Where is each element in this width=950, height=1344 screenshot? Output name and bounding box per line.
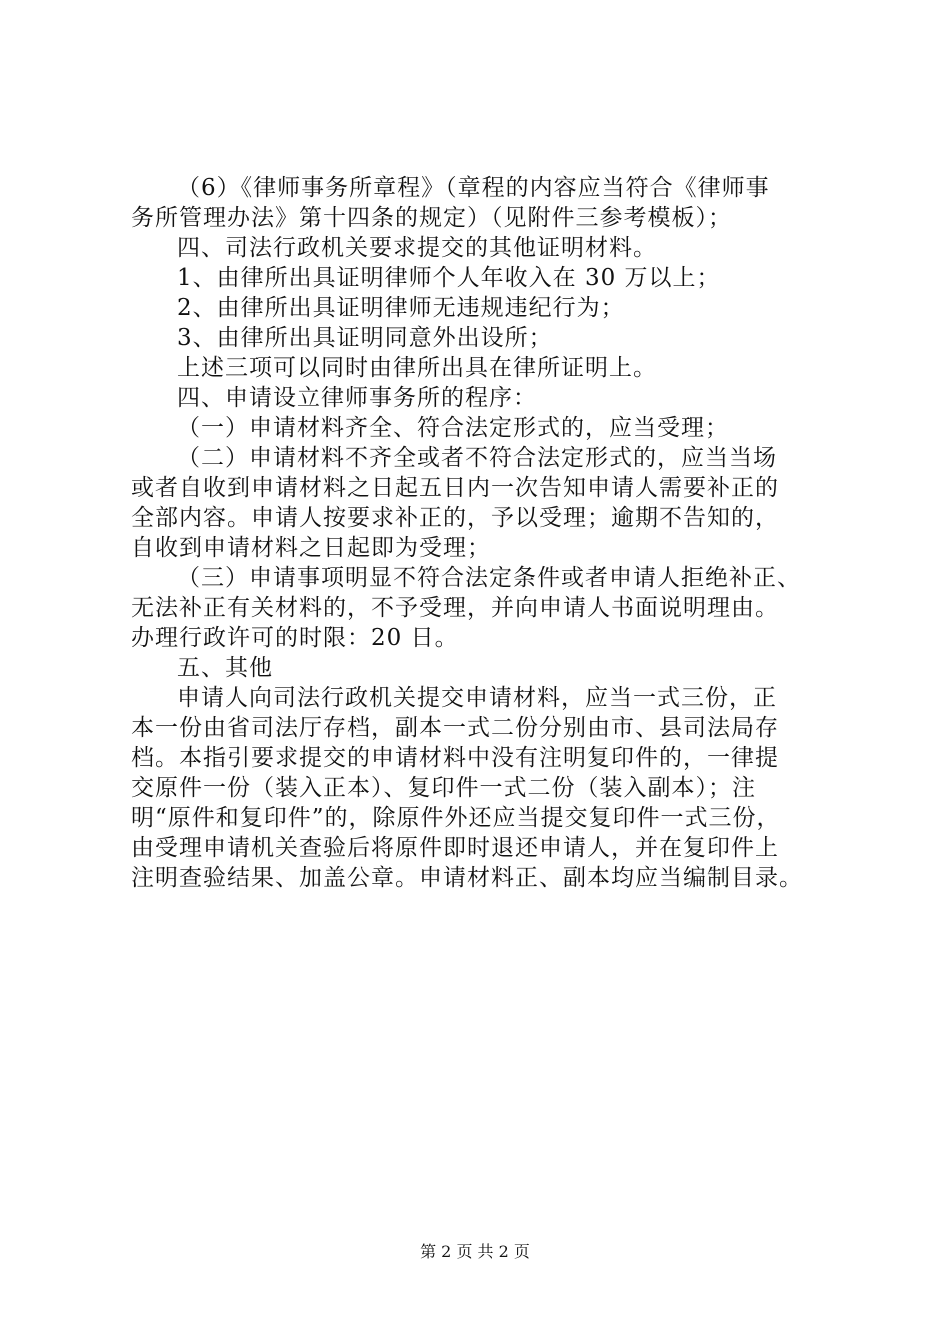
text-line: 2、由律所出具证明律师无违规违纪行为； xyxy=(177,295,625,321)
text-line: 3、由律所出具证明同意外出设所； xyxy=(177,325,553,351)
text-line: 全部内容。申请人按要求补正的，予以受理；逾期不告知的， xyxy=(131,505,779,531)
text-line: 本一份由省司法厅存档，副本一式二份分别由市、县司法局存 xyxy=(131,715,779,741)
text-line: 办理行政许可的时限：20 日。 xyxy=(131,625,459,651)
text-line: （一）申请材料齐全、符合法定形式的，应当受理； xyxy=(177,415,729,441)
text-line: 上述三项可以同时由律所出具在律所证明上。 xyxy=(177,355,657,381)
text-line: 申请人向司法行政机关提交申请材料，应当一式三份，正 xyxy=(177,685,777,711)
text-line: 交原件一份（装入正本）、复印件一式二份（装入副本）；注 xyxy=(131,775,756,801)
text-line: 档。本指引要求提交的申请材料中没有注明复印件的，一律提 xyxy=(131,745,779,771)
section-heading: 五、其他 xyxy=(177,655,273,681)
text-line: 无法补正有关材料的，不予受理，并向申请人书面说明理由。 xyxy=(131,595,779,621)
text-line: （6）《律师事务所章程》（章程的内容应当符合《律师事 xyxy=(177,175,770,201)
text-line: 务所管理办法》第十四条的规定）（见附件三参考模板）； xyxy=(131,205,732,231)
document-body xyxy=(131,173,851,893)
text-line: （二）申请材料不齐全或者不符合法定形式的，应当当场 xyxy=(177,445,777,471)
text-line: 或者自收到申请材料之日起五日内一次告知申请人需要补正的 xyxy=(131,475,779,501)
page-footer: 第 2 页 共 2 页 xyxy=(420,1242,530,1261)
text-line: 由受理申请机关查验后将原件即时退还申请人，并在复印件上 xyxy=(131,835,779,861)
section-heading: 四、司法行政机关要求提交的其他证明材料。 xyxy=(177,235,657,261)
text-line: 自收到申请材料之日起即为受理； xyxy=(131,535,491,561)
text-line: 1、由律所出具证明律师个人年收入在 30 万以上； xyxy=(177,265,721,291)
text-line: 明“原件和复印件”的，除原件外还应当提交复印件一式三份， xyxy=(131,805,781,831)
text-line: （三）申请事项明显不符合法定条件或者申请人拒绝补正、 xyxy=(177,565,801,591)
text-line: 注明查验结果、加盖公章。申请材料正、副本均应当编制目录。 xyxy=(131,865,803,891)
section-heading: 四、申请设立律师事务所的程序： xyxy=(177,385,537,411)
